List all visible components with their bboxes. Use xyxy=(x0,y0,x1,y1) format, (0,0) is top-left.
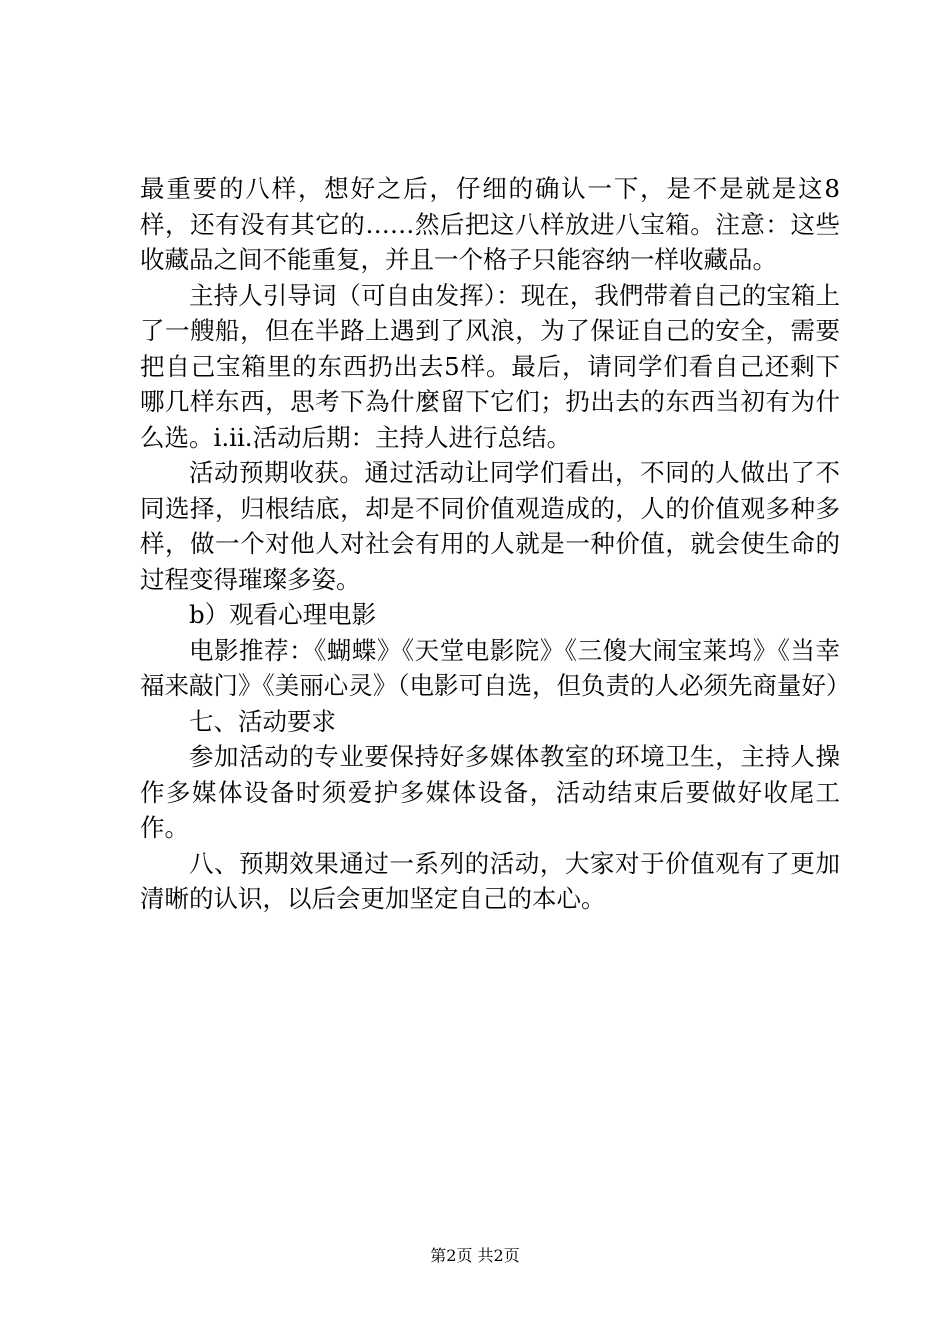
page-number: 第2页 共2页 xyxy=(430,1246,520,1265)
section-heading-movies: b）观看心理电影 xyxy=(189,600,377,629)
paragraph-3: 活动预期收获。通过活动让同学们看出，不同的人做出了不同选择，归根结底，却是不同价值观造成的，人的价值观多种多样，做一个对他人对社会有用的人就是一种价值，就会使生命的过程变得璀璨多姿。 xyxy=(140,458,840,594)
section-heading-requirements: 七、活动要求 xyxy=(189,706,336,736)
document-body xyxy=(140,171,851,917)
page-footer xyxy=(0,1243,950,1266)
paragraph-requirements: 参加活动的专业要保持好多媒体教室的环境卫生，主持人操作多媒体设备时须爱护多媒体设备，活动结束后要做好收尾工作。 xyxy=(140,742,840,842)
paragraph-1: 最重要的八样，想好之后，仔细的确认一下，是不是就是这8样，还有没有其它的……然后把这八样放进八宝箱。注意：这些收藏品之间不能重复，并且一个格子只能容纳一样收藏品。 xyxy=(140,174,840,274)
paragraph-2: 主持人引导词（可自由发挥）：现在，我們带着自己的宝箱上了一艘船，但在半路上遇到了风浪，为了保证自己的安全，需要把自己宝箱里的东西扔出去5样。最后，请同学们看自己还剩下哪几样东西，思考下為什麼留下它们；扔出去的东西当初有为什么选。i.ii.活动后期：主持人进行总结。 xyxy=(140,280,840,452)
paragraph-movie-recommendations: 电影推荐：《蝴蝶》《天堂电影院》《三傻大闹宝莱坞》《当幸福来敲门》《美丽心灵》（电影可自选，但负责的人必须先商量好） xyxy=(140,635,851,700)
paragraph-expected-effect: 八、预期效果通过一系列的活动，大家对于价值观有了更加清晰的认识，以后会更加坚定自己的本心。 xyxy=(140,848,840,913)
